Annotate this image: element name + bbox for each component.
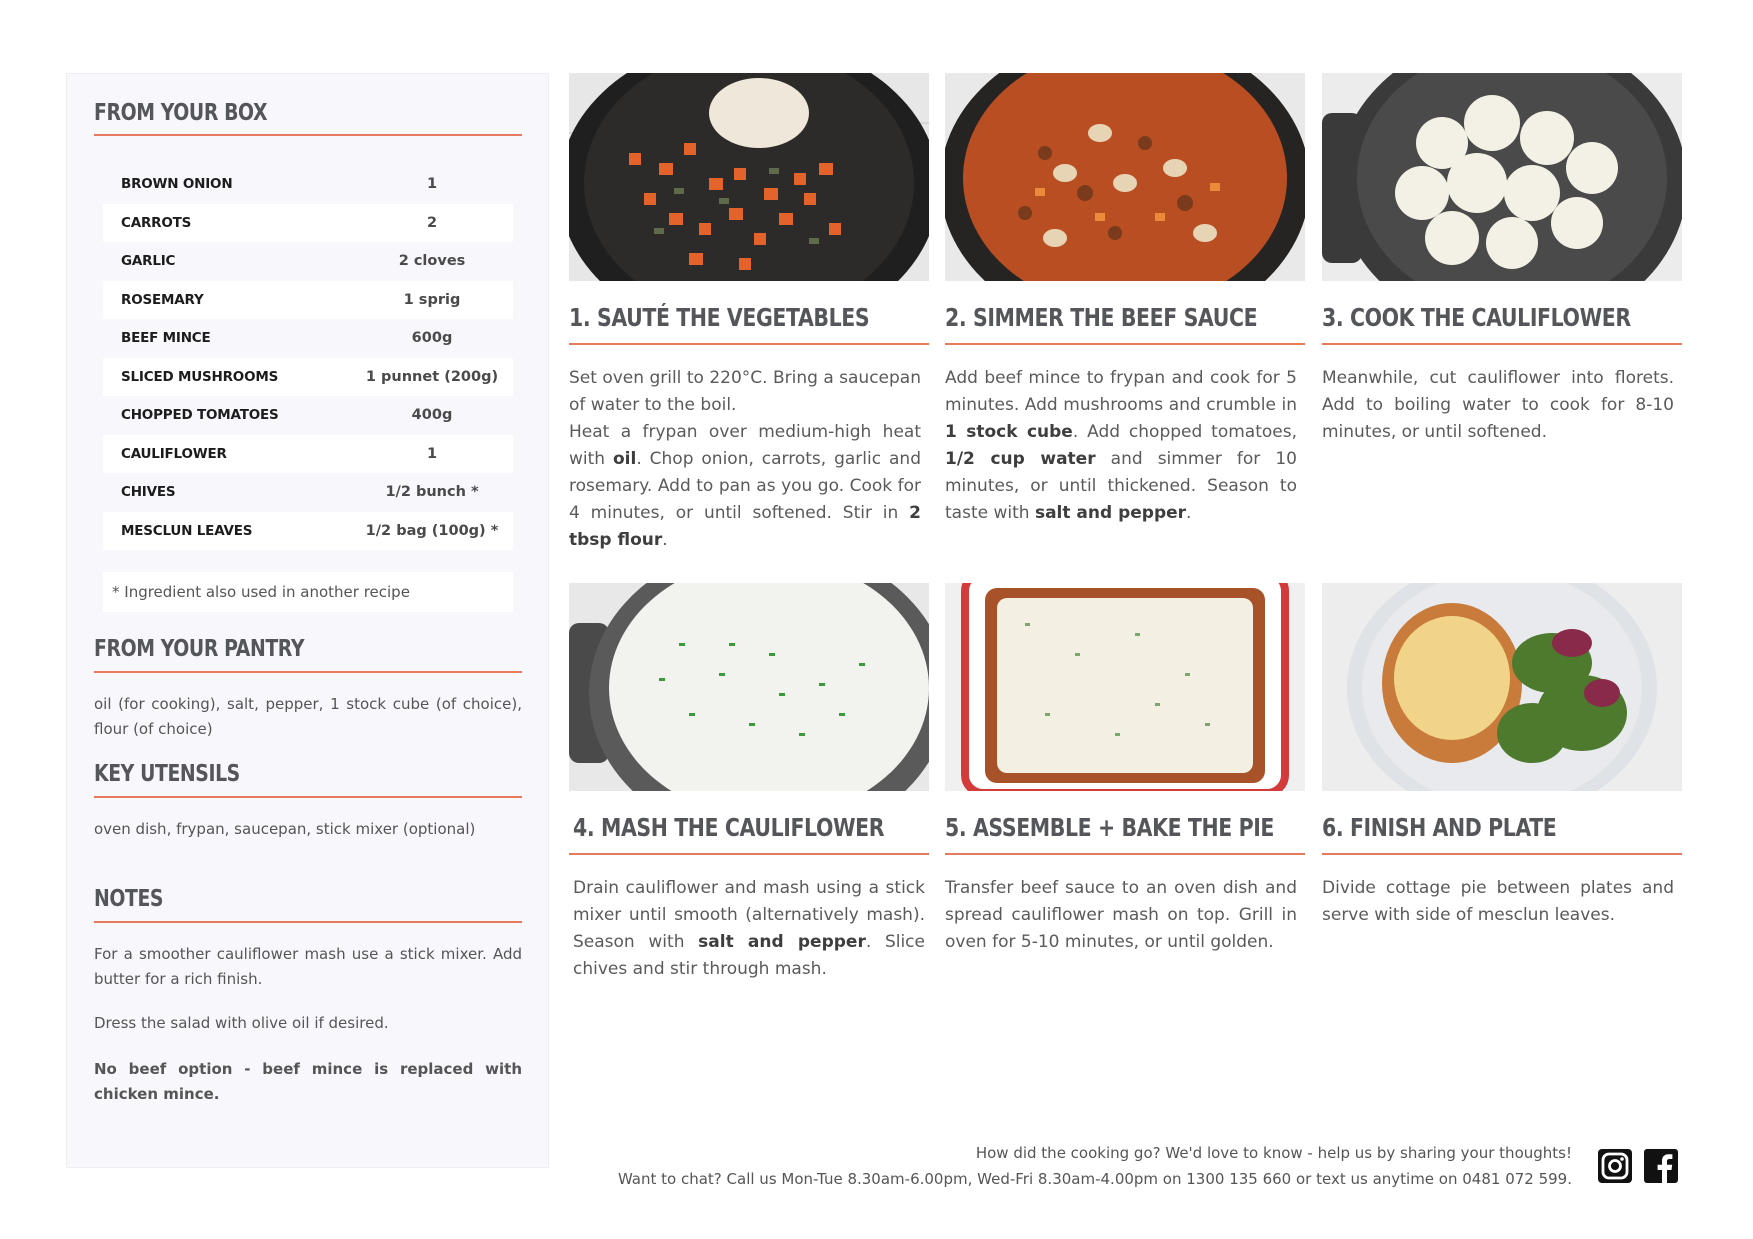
ingredient-row <box>103 281 513 320</box>
ingredient-qty: 1 sprig <box>403 291 461 308</box>
text-run: Heat a frypan over medium-high heat with <box>569 422 921 469</box>
ingredient-name: BROWN ONION <box>121 176 233 193</box>
step-5 <box>945 583 1305 956</box>
text-run: Drain cauliflower and mash using a stick mixer until smooth (alternatively mash). Season with <box>573 878 925 952</box>
footer-feedback: How did the cooking go? We'd love to know - help us by sharing your thoughts! <box>975 1144 1572 1162</box>
step-6 <box>1322 583 1682 929</box>
bold-run: 2 tbsp flour <box>569 503 921 550</box>
ingredient-row <box>103 435 513 474</box>
step-title: 1. SAUTÉ THE VEGETABLES <box>569 303 870 332</box>
ingredient-qty: 1/2 bag (100g) * <box>365 522 499 539</box>
title-rule <box>94 671 522 673</box>
ingredient-qty: 2 cloves <box>398 253 466 270</box>
step-text <box>945 365 1297 527</box>
note-text: For a smoother cauliflower mash use a stick mixer. Add butter for a rich finish. <box>94 945 522 988</box>
title-rule <box>569 343 929 345</box>
title-rule <box>945 343 1305 345</box>
ingredient-name: CHIVES <box>121 484 176 501</box>
step-photo-saute <box>569 73 929 281</box>
step-photo-mash <box>569 583 929 791</box>
step-text: Transfer beef sauce to an oven dish and spread cauliflower mash on top. Grill in oven for 5-10 minutes, or until golden. <box>945 878 1297 952</box>
step-3 <box>1322 73 1682 446</box>
pantry-text: oil (for cooking), salt, pepper, 1 stock cube (of choice), flour (of choice) <box>94 695 522 738</box>
ingredient-name: MESCLUN LEAVES <box>121 522 253 539</box>
text-run: . Chop onion, carrots, garlic and rosemary. Add to pan as you go. Cook for 4 minutes, or until softened. Stir in <box>569 449 921 523</box>
step-title: 2. SIMMER THE BEEF SAUCE <box>945 303 1258 332</box>
ingredient-name: CARROTS <box>121 214 192 231</box>
from-box-title: FROM YOUR BOX <box>94 100 268 126</box>
ingredient-qty: 600g <box>411 330 453 347</box>
ingredient-note: * Ingredient also used in another recipe <box>103 572 513 612</box>
step-2 <box>945 73 1305 527</box>
step-text: Divide cottage pie between plates and serve with side of mesclun leaves. <box>1322 878 1674 925</box>
notes-title: NOTES <box>94 886 164 912</box>
ingredient-qty: 1 <box>426 176 438 193</box>
title-rule <box>94 134 522 136</box>
text-run: . <box>662 530 668 550</box>
step-title: 3. COOK THE CAULIFLOWER <box>1322 303 1631 332</box>
step-title: 5. ASSEMBLE + BAKE THE PIE <box>945 813 1275 842</box>
ingredient-qty: 1 punnet (200g) <box>365 368 499 385</box>
ingredient-row <box>103 319 513 358</box>
ingredient-qty: 400g <box>411 407 453 424</box>
utensils-text: oven dish, frypan, saucepan, stick mixer (optional) <box>94 820 476 838</box>
ingredient-name: ROSEMARY <box>121 291 204 308</box>
title-rule <box>1322 343 1682 345</box>
bold-run: oil <box>612 449 637 469</box>
step-photo-beef-sauce <box>945 73 1305 281</box>
ingredient-row <box>103 396 513 435</box>
text-run: . Add chopped tomatoes, <box>1072 422 1297 442</box>
footer-contact: Want to chat? Call us Mon-Tue 8.30am-6.00pm, Wed-Fri 8.30am-4.00pm on 1300 135 660 or text us anytime on 0481 072 599. <box>617 1170 1572 1188</box>
text-run: Add beef mince to frypan and cook for 5 minutes. Add mushrooms and crumble in <box>945 368 1297 415</box>
facebook-icon[interactable] <box>1643 1148 1679 1184</box>
ingredient-name: CHOPPED TOMATOES <box>121 407 279 424</box>
bold-run: salt and pepper <box>1034 503 1187 523</box>
bold-run: salt and pepper <box>698 932 866 952</box>
step-title: 6. FINISH AND PLATE <box>1322 813 1557 842</box>
ingredient-name: BEEF MINCE <box>121 330 211 347</box>
step-text <box>573 875 925 983</box>
note-text-bold: No beef option - beef mince is replaced with chicken mince. <box>94 1060 522 1103</box>
title-rule <box>945 853 1305 855</box>
utensils-title: KEY UTENSILS <box>94 761 240 787</box>
step-photo-plate <box>1322 583 1682 791</box>
ingredient-name: CAULIFLOWER <box>121 445 227 462</box>
ingredient-row <box>103 242 513 281</box>
step-paragraph <box>569 419 921 554</box>
step-text: Meanwhile, cut cauliflower into florets. Add to boiling water to cook for 8-10 minutes, or until softened. <box>1322 368 1674 442</box>
step-title: 4. MASH THE CAULIFLOWER <box>573 813 885 842</box>
bold-run: 1 stock cube <box>945 422 1073 442</box>
pantry-title: FROM YOUR PANTRY <box>94 636 305 662</box>
ingredient-row <box>103 204 513 243</box>
step-4 <box>569 583 929 983</box>
title-rule <box>94 921 522 923</box>
text-run: . <box>1186 503 1192 523</box>
step-photo-pie <box>945 583 1305 791</box>
ingredient-row <box>103 512 513 551</box>
ingredient-qty: 1/2 bunch * <box>385 484 479 501</box>
step-photo-cauliflower <box>1322 73 1682 281</box>
title-rule <box>569 853 929 855</box>
ingredient-name: GARLIC <box>121 253 176 270</box>
ingredient-row <box>103 473 513 512</box>
note-text: Dress the salad with olive oil if desired. <box>94 1014 389 1032</box>
ingredient-row <box>103 358 513 397</box>
ingredient-qty: 1 <box>426 445 438 462</box>
step-text <box>569 365 921 554</box>
bold-run: 1/2 cup water <box>945 449 1096 469</box>
instagram-icon[interactable] <box>1597 1148 1633 1184</box>
text-run: and simmer for 10 minutes, or until thickened. Season to taste with <box>945 449 1297 523</box>
ingredients-table <box>103 165 513 550</box>
ingredient-name: SLICED MUSHROOMS <box>121 368 279 385</box>
ingredient-row <box>103 165 513 204</box>
step-1 <box>569 73 929 554</box>
title-rule <box>1322 853 1682 855</box>
text-run: . Slice chives and stir through mash. <box>573 932 925 979</box>
step-paragraph: Set oven grill to 220°C. Bring a saucepan of water to the boil. <box>569 368 921 415</box>
ingredient-qty: 2 <box>426 214 438 231</box>
ingredients-panel <box>66 73 549 1168</box>
title-rule <box>94 796 522 798</box>
